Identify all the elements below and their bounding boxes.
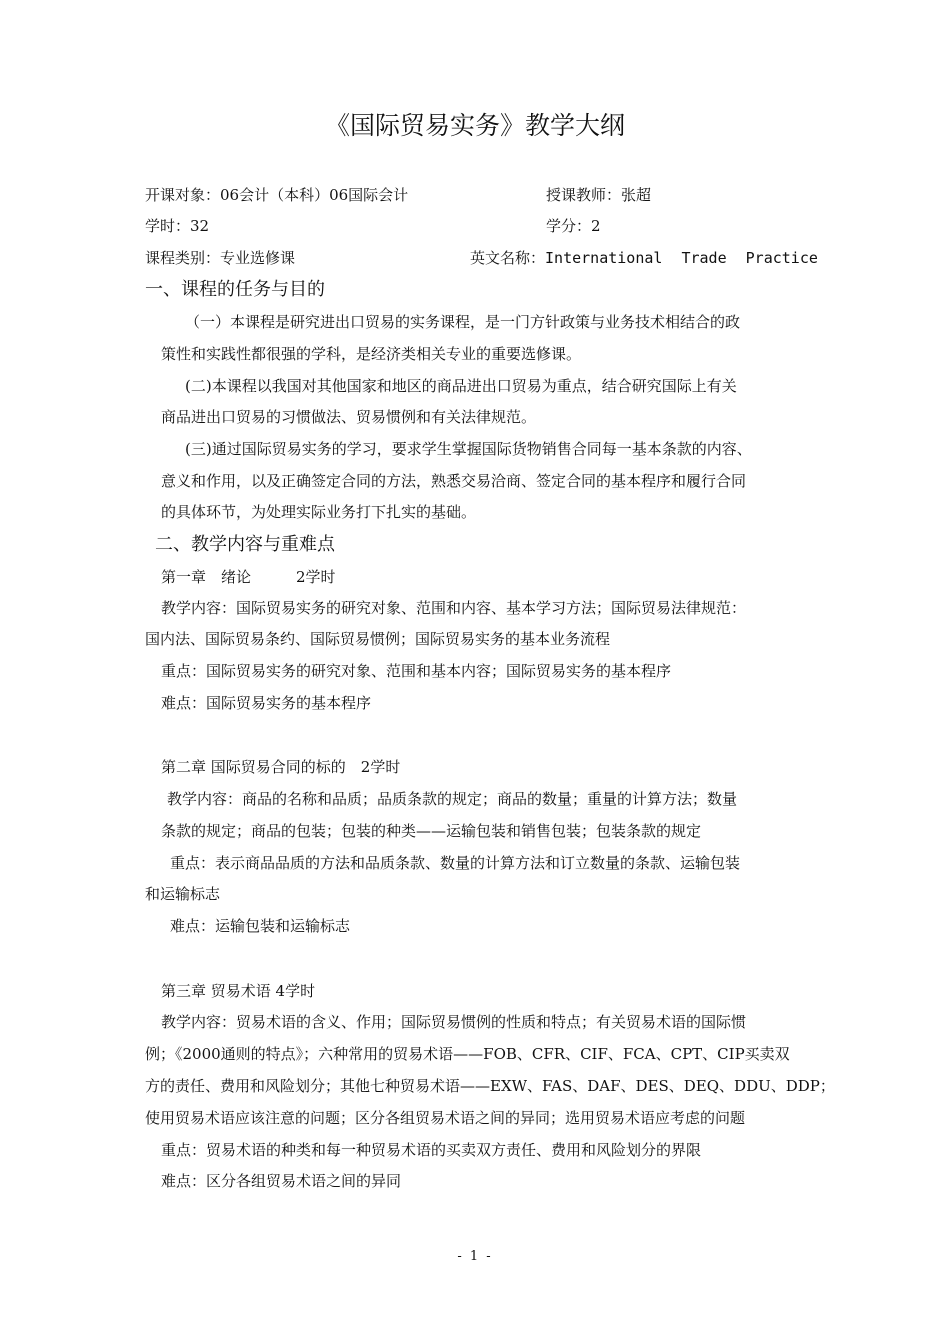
course-teacher: 授课教师：张超 <box>546 186 652 204</box>
chapter-2-key-line-2: 和运输标志 <box>145 885 221 903</box>
chapter-2-title: 第二章 国际贸易合同的标的 2学时 <box>161 758 401 776</box>
chapter-3-key: 重点：贸易术语的种类和每一种贸易术语的买卖双方责任、费用和风险划分的界限 <box>161 1141 702 1159</box>
section-1-heading: 一、课程的任务与目的 <box>145 279 325 300</box>
section-1-para-3-line-2: 意义和作用，以及正确签定合同的方法，熟悉交易洽商、签定合同的基本程序和履行合同 <box>161 472 747 490</box>
section-1-para-3-line-1: (三)通过国际贸易实务的学习，要求学生掌握国际货物销售合同每一基本条款的内容、 <box>185 440 752 458</box>
chapter-1-title: 第一章 绪论 2学时 <box>161 568 336 586</box>
chapter-3-content-line-3: 方的责任、费用和风险划分；其他七种贸易术语——EXW、FAS、DAF、DES、DEQ、DDU、DDP； <box>145 1077 835 1095</box>
chapter-3-content-line-4: 使用贸易术语应该注意的问题；区分各组贸易术语之间的异同；选用贸易术语应考虑的问题 <box>145 1109 746 1127</box>
page-number: - 1 - <box>457 1249 493 1264</box>
section-2-heading: 二、教学内容与重难点 <box>155 534 335 555</box>
chapter-1-content-line-2: 国内法、国际贸易条约、国际贸易惯例；国际贸易实务的基本业务流程 <box>145 630 611 648</box>
chapter-3-content-line-2: 例；《2000通则的特点》；六种常用的贸易术语——FOB、CFR、CIF、FCA、CPT、CIP买卖双 <box>145 1045 790 1063</box>
chapter-2-content-line-2: 条款的规定；商品的包装；包装的种类——运输包装和销售包装；包装条款的规定 <box>161 822 702 840</box>
chapter-3-title: 第三章 贸易术语 4学时 <box>161 982 316 1000</box>
section-1-para-1-line-1: （一）本课程是研究进出口贸易的实务课程，是一门方针政策与业务技术相结合的政 <box>185 313 741 331</box>
section-1-para-1-line-2: 策性和实践性都很强的学科，是经济类相关专业的重要选修课。 <box>161 345 582 363</box>
chapter-2-difficulty: 难点：运输包装和运输标志 <box>170 917 351 935</box>
english-name-label: 英文名称： <box>470 249 546 267</box>
chapter-1-difficulty: 难点：国际贸易实务的基本程序 <box>161 694 372 712</box>
course-hours: 学时：32 <box>145 217 210 235</box>
section-1-para-2-line-2: 商品进出口贸易的习惯做法、贸易惯例和有关法律规范。 <box>161 408 537 426</box>
chapter-1-content-line-1: 教学内容：国际贸易实务的研究对象、范围和内容、基本学习方法；国际贸易法律规范： <box>161 599 747 617</box>
course-credits: 学分：2 <box>546 217 601 235</box>
course-category: 课程类别：专业选修课 <box>145 249 296 267</box>
english-name-value: International Trade Practice <box>545 249 818 267</box>
section-1-para-3-line-3: 的具体环节，为处理实际业务打下扎实的基础。 <box>161 503 477 521</box>
section-1-para-2-line-1: (二)本课程以我国对其他国家和地区的商品进出口贸易为重点，结合研究国际上有关 <box>185 377 737 395</box>
chapter-3-content-line-1: 教学内容：贸易术语的含义、作用；国际贸易惯例的性质和特点；有关贸易术语的国际惯 <box>161 1013 747 1031</box>
course-target: 开课对象：06会计（本科）06国际会计 <box>145 186 409 204</box>
chapter-2-content-line-1: 教学内容：商品的名称和品质；品质条款的规定；商品的数量；重量的计算方法；数量 <box>167 790 738 808</box>
chapter-1-key: 重点：国际贸易实务的研究对象、范围和基本内容；国际贸易实务的基本程序 <box>161 662 672 680</box>
document-title: 《国际贸易实务》教学大纲 <box>324 111 625 140</box>
course-english-name <box>470 247 818 268</box>
chapter-3-difficulty: 难点：区分各组贸易术语之间的异同 <box>161 1172 402 1190</box>
chapter-2-key-line-1: 重点：表示商品品质的方法和品质条款、数量的计算方法和订立数量的条款、运输包装 <box>170 854 741 872</box>
